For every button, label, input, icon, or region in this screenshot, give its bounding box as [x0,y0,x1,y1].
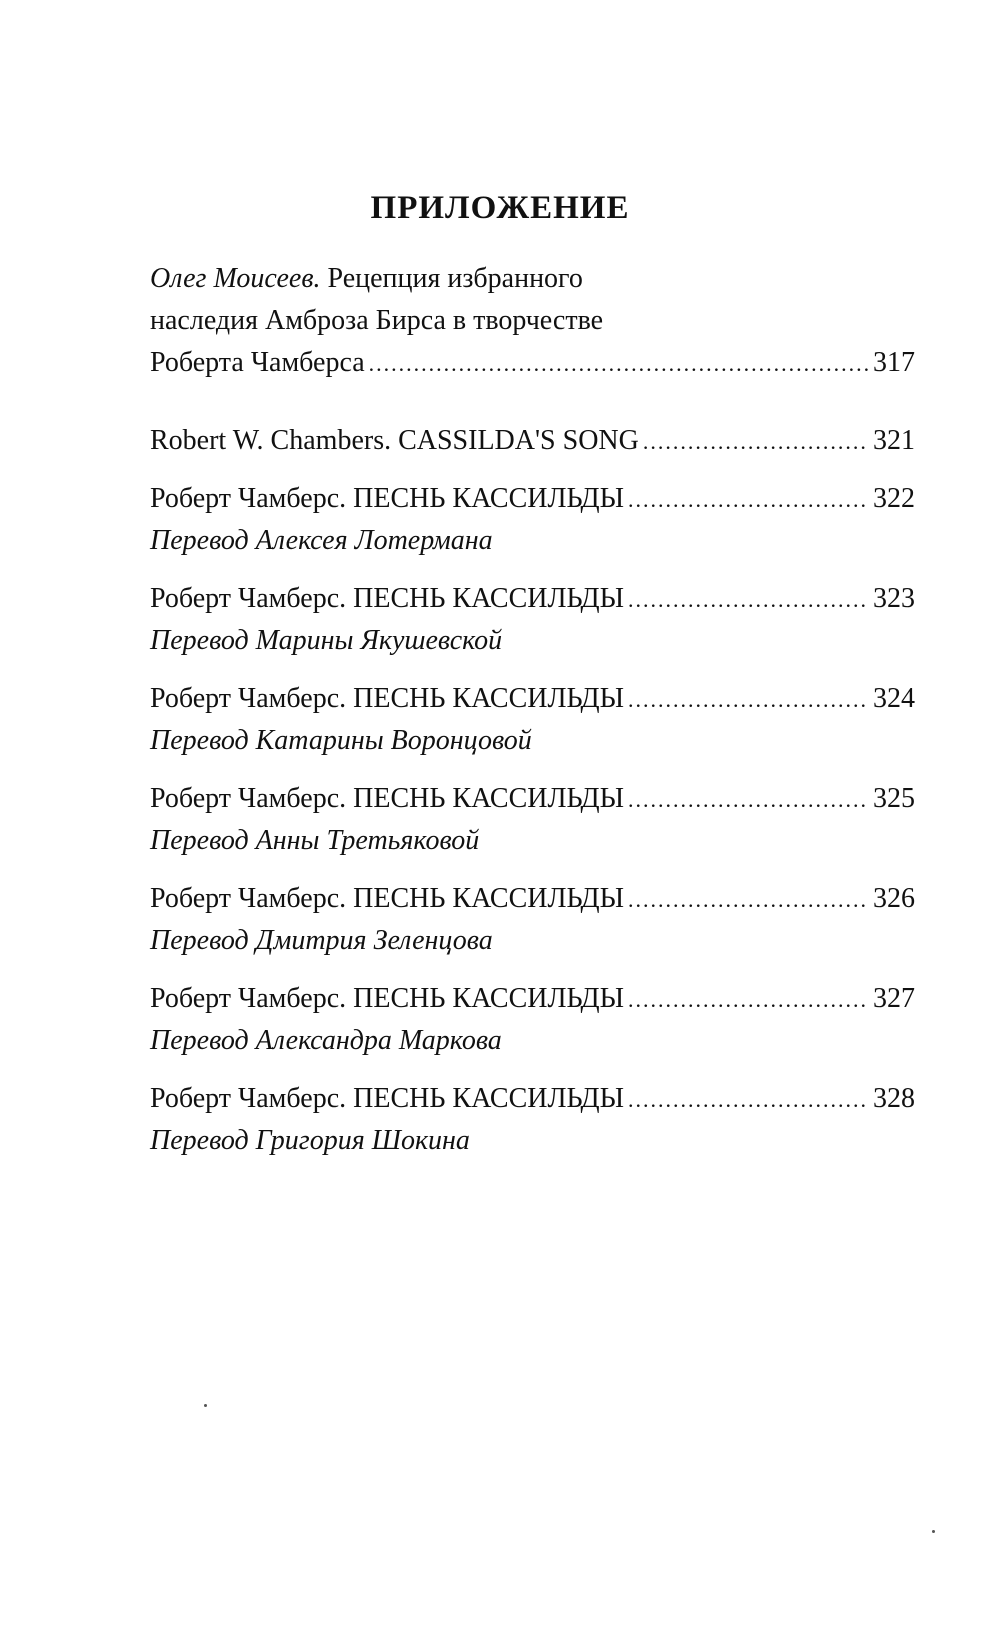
entry-title: Роберт Чамберс. ПЕСНЬ КАССИЛЬДЫ [150,883,625,914]
page-number: 317 [873,347,915,378]
dot-leader [628,579,869,621]
print-speck [932,1530,935,1533]
toc-line [150,578,915,620]
entry-title: Роберт Чамберс. ПЕСНЬ КАССИЛЬДЫ [150,1083,625,1114]
entry-title-line-3: Роберта Чамберса [150,347,365,378]
toc-entry-translation [150,678,915,762]
toc-line [150,258,915,300]
toc-line [150,978,915,1020]
toc-entry-translation [150,878,915,962]
entry-translator: Перевод Анны Третьяковой [150,825,480,856]
toc-entry-translation [150,1078,915,1162]
page-number: 324 [873,683,915,714]
entry-translator: Перевод Григория Шокина [150,1125,470,1156]
entry-translator: Перевод Александра Маркова [150,1025,502,1056]
toc-line [150,478,915,520]
entry-translator: Перевод Марины Якушевской [150,625,503,656]
page-number: 328 [873,1083,915,1114]
toc-entry-song [150,420,915,462]
page-number: 327 [873,983,915,1014]
entry-translator: Перевод Алексея Лотермана [150,525,493,556]
entry-title: Роберт Чамберс. ПЕСНЬ КАССИЛЬДЫ [150,683,625,714]
dot-leader [643,421,869,463]
page-number: 323 [873,583,915,614]
toc-line [150,878,915,920]
entry-title: Роберт Чамберс. ПЕСНЬ КАССИЛЬДЫ [150,783,625,814]
entry-title-line-1: Рецепция избранного [327,263,583,294]
toc-line [150,342,915,384]
page-number: 322 [873,483,915,514]
entry-title: Роберт Чамберс. ПЕСНЬ КАССИЛЬДЫ [150,983,625,1014]
toc-entry-translation [150,778,915,862]
dot-leader [628,1079,869,1121]
toc-entry-intro [150,258,915,384]
entry-translator: Перевод Катарины Воронцовой [150,725,532,756]
table-of-contents [150,258,915,1162]
toc-line [150,778,915,820]
dot-leader [628,979,869,1021]
page-number: 326 [873,883,915,914]
page-number: 325 [873,783,915,814]
translation-entries [150,478,915,1162]
page-number: 321 [873,425,915,456]
toc-line [150,1078,915,1120]
entry-translator: Перевод Дмитрия Зеленцова [150,925,493,956]
toc-line [150,678,915,720]
dot-leader [628,479,869,521]
toc-line [150,300,915,342]
toc-entry-translation [150,978,915,1062]
entry-title: Роберт Чамберс. ПЕСНЬ КАССИЛЬДЫ [150,583,625,614]
entry-author: Олег Моисеев. [150,263,321,294]
section-heading: ПРИЛОЖЕНИЕ [370,190,630,226]
entry-title: Роберт Чамберс. ПЕСНЬ КАССИЛЬДЫ [150,483,625,514]
dot-leader [369,343,869,385]
toc-entry-translation [150,478,915,562]
toc-line [150,420,915,462]
dot-leader [628,779,869,821]
toc-entry-translation [150,578,915,662]
dot-leader [628,679,869,721]
entry-title: Robert W. Chambers. CASSILDA'S SONG [150,425,639,456]
dot-leader [628,879,869,921]
print-speck [204,1404,207,1407]
entry-title-line-2: наследия Амброза Бирса в творчестве [150,305,604,336]
